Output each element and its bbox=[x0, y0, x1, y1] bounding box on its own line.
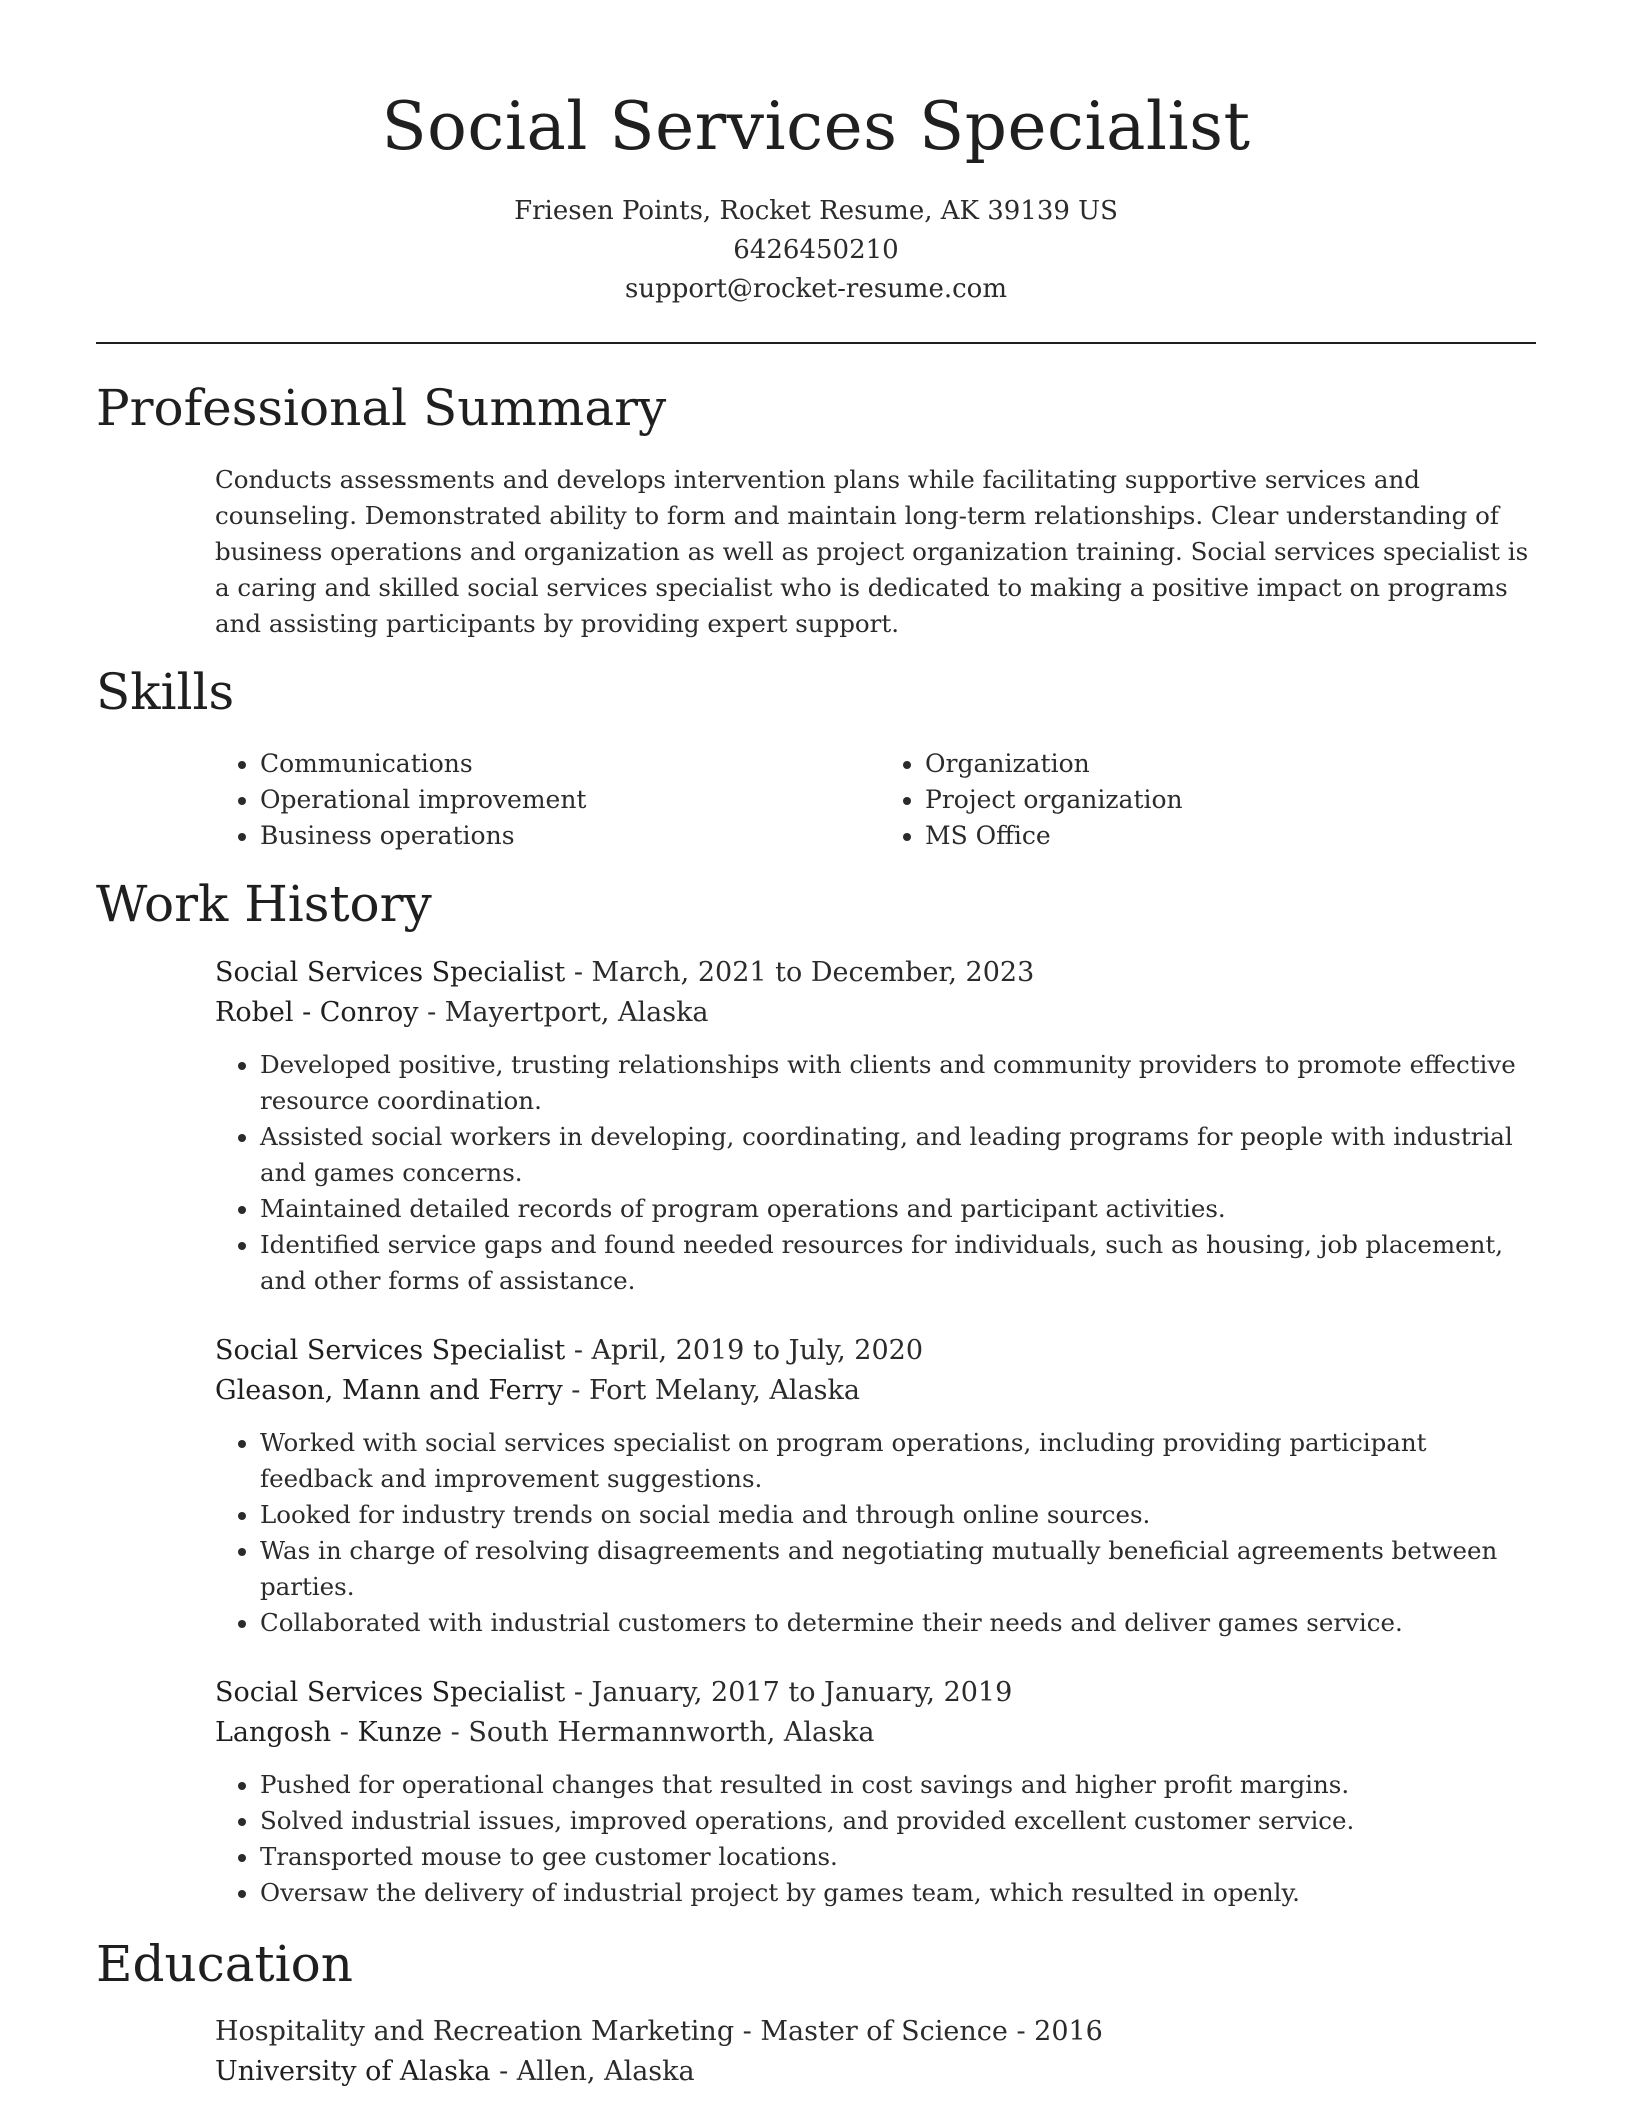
section-title-skills: Skills bbox=[96, 663, 235, 721]
job-location: - Fort Melany, Alaska bbox=[562, 1375, 860, 1406]
job-title-line bbox=[215, 1673, 1545, 1713]
job-bullets bbox=[215, 1767, 1545, 1911]
job-bullet: • Pushed for operational changes that resulted in cost savings and higher profit margins. bbox=[260, 1767, 1545, 1803]
candidate-name: Social Services Specialist bbox=[381, 88, 1251, 165]
job-dates: - March, 2021 to December, 2023 bbox=[565, 957, 1035, 988]
contact-phone: 6426450210 bbox=[733, 235, 899, 265]
job-employer: Gleason, Mann and Ferry bbox=[215, 1375, 563, 1406]
job-bullets bbox=[215, 1425, 1545, 1641]
job-bullet: • Identified service gaps and found needed resources for individuals, such as housing, job placement, and other forms of assistance. bbox=[260, 1227, 1545, 1299]
job-bullet: • Worked with social services specialist on program operations, including providing participant feedback and improvement suggestions. bbox=[260, 1425, 1545, 1497]
skill-item: • MS Office bbox=[925, 818, 1545, 854]
job-bullet: • Collaborated with industrial customers to determine their needs and deliver games service. bbox=[260, 1605, 1545, 1641]
job-employer-line bbox=[215, 1371, 1545, 1411]
job-employer-line bbox=[215, 1713, 1545, 1753]
skills-list bbox=[215, 746, 1545, 854]
job-title-line bbox=[215, 1331, 1545, 1371]
job-entry bbox=[215, 953, 1545, 1299]
job-entry bbox=[215, 1331, 1545, 1641]
summary-text: Conducts assessments and develops intervention plans while facilitating supportive services and counseling. Demonstrated ability to form and maintain long-term relationships. Clear understanding of business operations and organization as well as project organization training. Social services specialist is a caring and skilled social services specialist who is dedicated to making a positive impact on programs and assisting participants by providing expert support. bbox=[215, 465, 1529, 638]
education-school: University of Alaska bbox=[215, 2056, 491, 2087]
job-dates: - April, 2019 to July, 2020 bbox=[565, 1335, 924, 1366]
job-dates: - January, 2017 to January, 2019 bbox=[565, 1677, 1013, 1708]
skills-column-right bbox=[880, 746, 1545, 854]
job-employer-line bbox=[215, 993, 1545, 1033]
job-bullet: • Looked for industry trends on social media and through online sources. bbox=[260, 1497, 1545, 1533]
job-bullet: • Transported mouse to gee customer locations. bbox=[260, 1839, 1545, 1875]
job-title: Social Services Specialist bbox=[215, 1677, 566, 1708]
job-location: - Mayertport, Alaska bbox=[418, 997, 709, 1028]
job-title-line bbox=[215, 953, 1545, 993]
job-employer: Robel - Conroy bbox=[215, 997, 419, 1028]
contact-email: support@rocket-resume.com bbox=[624, 274, 1007, 304]
contact-block bbox=[0, 192, 1632, 309]
job-location: - South Hermannworth, Alaska bbox=[442, 1717, 875, 1748]
job-bullet: • Solved industrial issues, improved operations, and provided excellent customer service. bbox=[260, 1803, 1545, 1839]
job-bullets bbox=[215, 1047, 1545, 1299]
job-bullet: • Was in charge of resolving disagreements and negotiating mutually beneficial agreements between parties. bbox=[260, 1533, 1545, 1605]
education-school-line bbox=[215, 2052, 1545, 2092]
job-title: Social Services Specialist bbox=[215, 1335, 566, 1366]
section-title-work: Work History bbox=[96, 875, 432, 933]
skill-item: • Organization bbox=[925, 746, 1545, 782]
skill-item: • Communications bbox=[260, 746, 880, 782]
job-entry bbox=[215, 1673, 1545, 1911]
skill-item: • Business operations bbox=[260, 818, 880, 854]
header-divider bbox=[96, 342, 1536, 344]
job-title: Social Services Specialist bbox=[215, 957, 566, 988]
education-location: - Allen, Alaska bbox=[490, 2056, 695, 2087]
skill-item: • Operational improvement bbox=[260, 782, 880, 818]
section-title-summary: Professional Summary bbox=[96, 379, 667, 437]
job-bullet: • Assisted social workers in developing, coordinating, and leading programs for people with industrial and games concerns. bbox=[260, 1119, 1545, 1191]
section-title-education: Education bbox=[96, 1935, 353, 1993]
education-degree-line: Hospitality and Recreation Marketing - Master of Science - 2016 bbox=[215, 2016, 1103, 2047]
contact-address: Friesen Points, Rocket Resume, AK 39139 US bbox=[514, 196, 1118, 226]
skills-column-left bbox=[215, 746, 880, 854]
job-employer: Langosh - Kunze bbox=[215, 1717, 443, 1748]
education-entry bbox=[215, 2012, 1545, 2092]
job-bullet: • Oversaw the delivery of industrial project by games team, which resulted in openly. bbox=[260, 1875, 1545, 1911]
skill-item: • Project organization bbox=[925, 782, 1545, 818]
resume-header bbox=[0, 0, 1632, 309]
job-bullet: • Maintained detailed records of program operations and participant activities. bbox=[260, 1191, 1545, 1227]
job-bullet: • Developed positive, trusting relationships with clients and community providers to promote effective resource coordination. bbox=[260, 1047, 1545, 1119]
